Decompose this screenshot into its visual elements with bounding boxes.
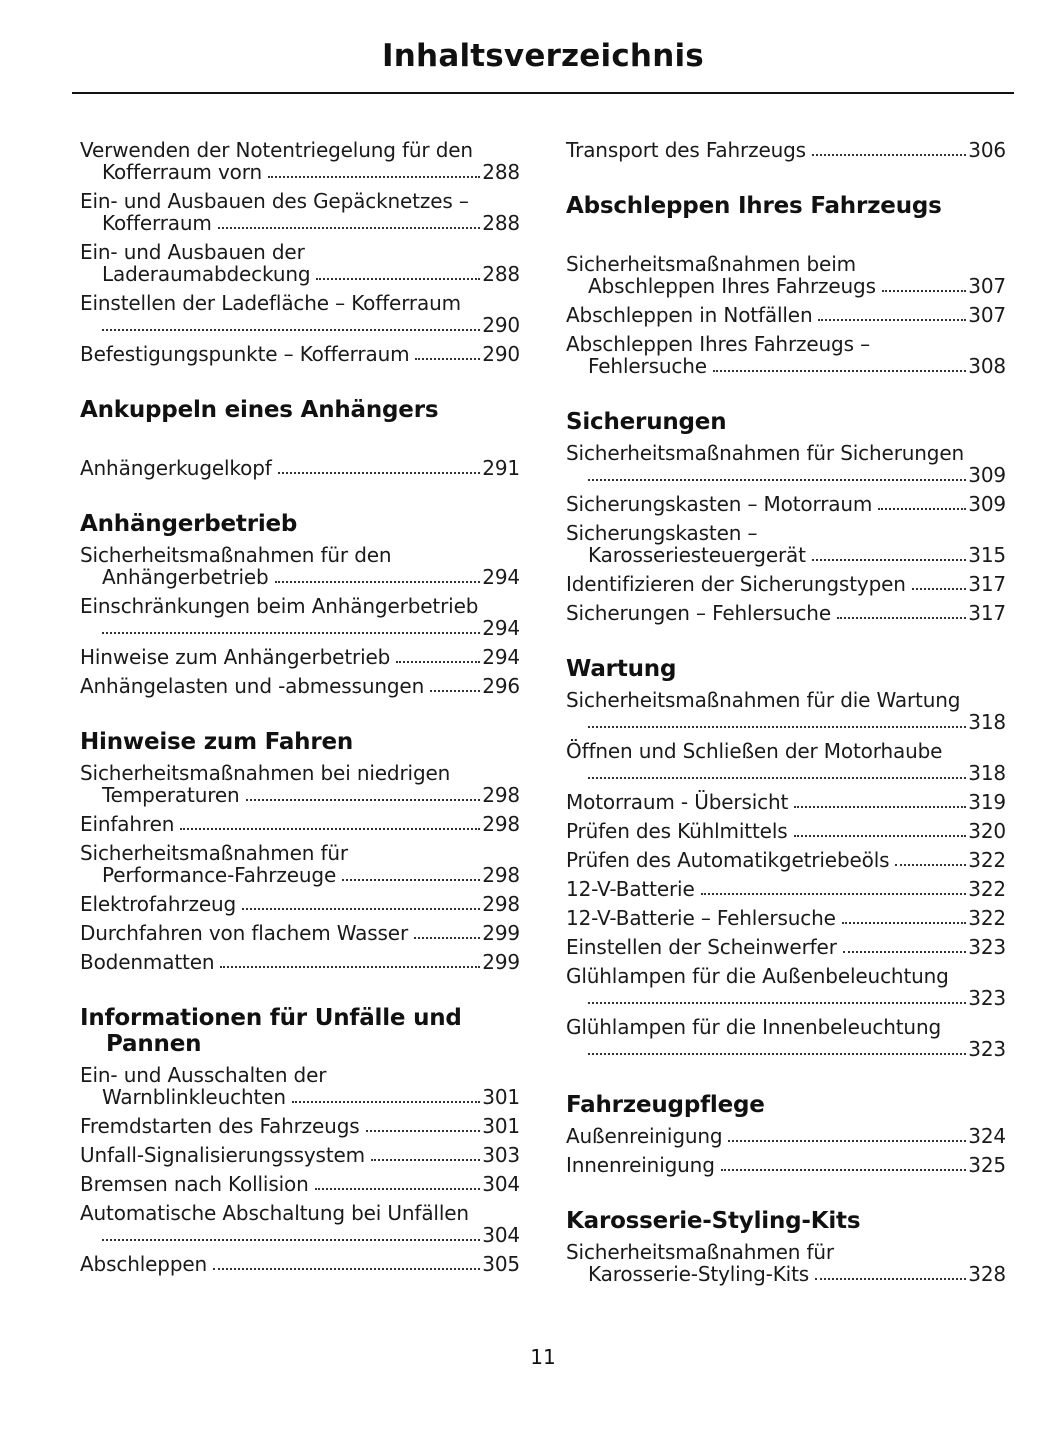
toc-entry[interactable] [566,573,1006,595]
dot-leader [794,822,967,838]
toc-entry-title: Karosseriesteuergerät [588,543,806,567]
toc-entry-title: Einfahren [80,812,175,836]
toc-entry-title: Sicherungen – Fehlersuche [566,601,831,625]
toc-entry-title-line1: Abschleppen Ihres Fahrzeugs – [566,332,870,356]
toc-entry[interactable] [566,820,1006,842]
toc-page-number: 299 [482,921,520,945]
toc-page-number: 305 [482,1252,520,1276]
toc-page-number: 304 [482,1223,520,1247]
toc-entry-title: Laderaumabdeckung [102,262,311,286]
toc-entry[interactable] [80,343,520,365]
dot-leader [882,277,966,293]
toc-entry-title: Abschleppen Ihres Fahrzeugs [588,274,876,298]
toc-page-number: 320 [968,819,1006,843]
toc-entry[interactable] [80,139,520,183]
section-heading[interactable]: Sicherungen [566,409,727,435]
toc-group [566,1241,1006,1285]
toc-page-number: 319 [968,790,1006,814]
toc-entry[interactable] [566,522,1006,566]
toc-entry-title: 12-V-Batterie – Fehlersuche [566,906,836,930]
toc-page-number: 298 [482,892,520,916]
toc-entry[interactable] [80,544,520,588]
toc-page-number: 318 [968,761,1006,785]
dot-leader [843,938,966,954]
toc-entry[interactable] [566,907,1006,929]
dot-leader [415,345,480,361]
toc-page-number: 303 [482,1143,520,1167]
dot-leader [588,466,966,482]
dot-leader [268,163,480,179]
toc-entry[interactable] [80,1115,520,1137]
toc-page-number: 309 [968,463,1006,487]
toc-entry-title-line1: Einschränkungen beim Anhängerbetrieb [80,594,479,618]
dot-leader [721,1156,967,1172]
toc-page-number: 315 [968,543,1006,567]
dot-leader [218,214,481,230]
toc-entry-title: Bremsen nach Kollision [80,1172,309,1196]
page-title: Inhaltsverzeichnis [382,38,704,74]
toc-page-number: 298 [482,812,520,836]
toc-page-number: 317 [968,572,1006,596]
toc-entry-title-line1: Sicherheitsmaßnahmen für die Wartung [566,688,961,712]
toc-entry-title: Sicherungskasten – Motorraum [566,492,873,516]
toc-page-number: 298 [482,783,520,807]
toc-page-number: 290 [482,313,520,337]
toc-entry[interactable] [566,1016,1006,1060]
dot-leader [912,575,966,591]
dot-leader [818,306,966,322]
toc-entry[interactable] [566,602,1006,624]
toc-entry-title: Durchfahren von flachem Wasser [80,921,409,945]
toc-entry-title: Temperaturen [102,783,240,807]
toc-entry-title: Fremdstarten des Fahrzeugs [80,1114,360,1138]
toc-entry-title-line1: Sicherungskasten – [566,521,758,545]
toc-page-number: 299 [482,950,520,974]
dot-leader [180,815,480,831]
toc-entry-title: Einstellen der Scheinwerfer [566,935,837,959]
toc-entry-title: Innenreinigung [566,1153,715,1177]
toc-entry-title: Fehlersuche [588,354,707,378]
toc-entry[interactable] [80,951,520,973]
toc-entry-title: 12-V-Batterie [566,877,695,901]
toc-column-right [566,139,1006,1285]
toc-entry-title: Befestigungspunkte – Kofferraum [80,342,410,366]
toc-group [80,1064,520,1275]
toc-entry[interactable] [80,842,520,886]
dot-leader [242,895,480,911]
toc-entry[interactable] [566,253,1006,297]
toc-page-number: 306 [968,138,1006,162]
toc-entry[interactable] [80,922,520,944]
toc-entry-title: Identifizieren der Sicherungstypen [566,572,906,596]
toc-entry[interactable] [566,139,1006,161]
toc-group [80,762,520,973]
toc-entry-title: Anhängerkugelkopf [80,456,272,480]
dot-leader [315,1175,481,1191]
dot-leader [342,866,480,882]
toc-entry[interactable] [80,813,520,835]
toc-entry[interactable] [566,791,1006,813]
dot-leader [895,851,966,867]
toc-entry-title: Hinweise zum Anhängerbetrieb [80,645,391,669]
dot-leader [430,677,480,693]
toc-entry[interactable] [566,1241,1006,1285]
toc-entry[interactable] [80,241,520,285]
toc-entry-title: Unfall-Signalisierungssystem [80,1143,366,1167]
toc-page-number: 322 [968,848,1006,872]
toc-entry-title: Prüfen des Kühlmittels [566,819,788,843]
toc-entry[interactable] [566,1154,1006,1176]
toc-entry-title-line1: Sicherheitsmaßnahmen für Sicherungen [566,441,965,465]
toc-group [566,139,1006,161]
toc-page-number: 294 [482,616,520,640]
toc-entry-title: Prüfen des Automatikgetriebeöls [566,848,890,872]
toc-entry[interactable] [566,493,1006,515]
toc-page-number: 290 [482,342,520,366]
dot-leader [588,989,966,1005]
toc-entry-title-line1: Einstellen der Ladefläche – Kofferraum [80,291,461,315]
toc-entry[interactable] [566,1125,1006,1147]
toc-entry-title: Kofferraum [102,211,212,235]
dot-leader [837,604,966,620]
dot-leader [102,316,480,332]
toc-entry-title-line1: Glühlampen für die Außenbeleuchtung [566,964,949,988]
toc-entry-title-line1: Glühlampen für die Innenbeleuchtung [566,1015,942,1039]
toc-entry-title-line1: Ein- und Ausbauen des Gepäcknetzes – [80,189,469,213]
dot-leader [396,648,480,664]
toc-entry[interactable] [566,965,1006,1009]
toc-page-number: 294 [482,645,520,669]
toc-page-number: 318 [968,710,1006,734]
toc-page-number: 307 [968,274,1006,298]
toc-entry[interactable] [80,1144,520,1166]
toc-entry[interactable] [80,646,520,668]
section-heading[interactable]: Karosserie-Styling-Kits [566,1208,861,1234]
section-heading[interactable]: Anhängerbetrieb [80,511,298,537]
toc-entry[interactable] [80,595,520,639]
dot-leader [414,924,480,940]
toc-page-number: 301 [482,1114,520,1138]
toc-entry[interactable] [80,457,520,479]
toc-column-left [80,139,520,1275]
toc-group [566,689,1006,1060]
section-heading-line2: Pannen [106,1031,202,1057]
dot-leader [815,1265,966,1281]
toc-group [566,1125,1006,1176]
toc-entry-title: Karosserie-Styling-Kits [588,1262,810,1286]
toc-entry[interactable] [566,936,1006,958]
toc-page-number: 301 [482,1085,520,1109]
section-heading[interactable]: Hinweise zum Fahren [80,729,354,755]
toc-entry[interactable] [566,740,1006,784]
toc-page-number: 296 [482,674,520,698]
dot-leader [246,786,481,802]
toc-entry[interactable] [80,1064,520,1108]
dot-leader [102,1226,480,1242]
dot-leader [878,495,966,511]
dot-leader [213,1255,480,1271]
dot-leader [371,1146,480,1162]
toc-entry[interactable] [566,333,1006,377]
toc-group [80,544,520,697]
toc-entry[interactable] [80,190,520,234]
toc-page-number: 325 [968,1153,1006,1177]
title-divider [72,92,1014,94]
toc-entry-title-line1: Öffnen und Schließen der Motorhaube [566,739,943,763]
toc-page-number: 324 [968,1124,1006,1148]
dot-leader [701,880,967,896]
dot-leader [728,1127,966,1143]
toc-entry[interactable] [80,675,520,697]
dot-leader [842,909,966,925]
toc-page-number: 323 [968,1037,1006,1061]
dot-leader [812,546,966,562]
section-heading[interactable]: Abschleppen Ihres Fahrzeugs [566,193,942,219]
toc-page-number: 309 [968,492,1006,516]
toc-entry-title: Außenreinigung [566,1124,723,1148]
toc-page-number: 317 [968,601,1006,625]
toc-group [80,457,520,479]
toc-entry-title: Abschleppen [80,1252,208,1276]
dot-leader [588,1040,966,1056]
toc-page-number: 307 [968,303,1006,327]
toc-entry-title: Bodenmatten [80,950,215,974]
dot-leader [366,1117,481,1133]
toc-entry[interactable] [566,689,1006,733]
toc-entry-title-line1: Sicherheitsmaßnahmen für den [80,543,392,567]
toc-entry-title-line1: Sicherheitsmaßnahmen für [566,1240,835,1264]
toc-entry[interactable] [566,849,1006,871]
page-number: 11 [530,1345,556,1369]
toc-page-number: 322 [968,877,1006,901]
toc-entry[interactable] [80,1173,520,1195]
toc-entry-title-line1: Sicherheitsmaßnahmen beim [566,252,856,276]
section-heading[interactable]: Ankuppeln eines Anhängers [80,397,439,423]
dot-leader [316,265,480,281]
toc-entry-title: Warnblinkleuchten [102,1085,286,1109]
toc-group [80,139,520,365]
dot-leader [278,459,481,475]
toc-page-number: 323 [968,986,1006,1010]
toc-page-number: 308 [968,354,1006,378]
toc-page-number: 323 [968,935,1006,959]
toc-entry[interactable] [566,442,1006,486]
toc-page-number: 291 [482,456,520,480]
toc-entry-title: Elektrofahrzeug [80,892,237,916]
toc-entry[interactable] [80,1202,520,1246]
dot-leader [292,1088,480,1104]
toc-page-number: 288 [482,262,520,286]
toc-entry-title: Abschleppen in Notfällen [566,303,813,327]
toc-entry[interactable] [80,1253,520,1275]
toc-page-number: 288 [482,211,520,235]
toc-entry-title-line1: Sicherheitsmaßnahmen bei niedrigen [80,761,451,785]
toc-page-number: 304 [482,1172,520,1196]
dot-leader [812,141,966,157]
dot-leader [275,568,481,584]
toc-group [566,442,1006,624]
toc-entry-title-line1: Ein- und Ausbauen der [80,240,305,264]
toc-entry-title: Anhängelasten und -abmessungen [80,674,425,698]
toc-entry-title: Motorraum - Übersicht [566,790,789,814]
toc-page-number: 288 [482,160,520,184]
section-heading[interactable] [80,1005,520,1057]
section-heading-line1: Informationen für Unfälle und [80,1005,462,1031]
dot-leader [588,764,966,780]
toc-page-number: 294 [482,565,520,589]
toc-entry[interactable] [566,304,1006,326]
toc-entry[interactable] [80,762,520,806]
section-heading[interactable]: Fahrzeugpflege [566,1092,765,1118]
section-heading[interactable]: Wartung [566,656,677,682]
dot-leader [220,953,480,969]
toc-entry-title: Performance-Fahrzeuge [102,863,337,887]
toc-entry-title: Anhängerbetrieb [102,565,269,589]
dot-leader [794,793,966,809]
toc-entry[interactable] [80,893,520,915]
toc-entry-title: Kofferraum vorn [102,160,262,184]
toc-entry-title-line1: Verwenden der Notentriegelung für den [80,138,473,162]
dot-leader [713,357,966,373]
toc-group [566,253,1006,377]
toc-entry-title-line1: Automatische Abschaltung bei Unfällen [80,1201,469,1225]
toc-page-number: 322 [968,906,1006,930]
toc-entry[interactable] [566,878,1006,900]
toc-entry[interactable] [80,292,520,336]
toc-entry-title-line1: Sicherheitsmaßnahmen für [80,841,349,865]
toc-page-number: 328 [968,1262,1006,1286]
dot-leader [102,619,480,635]
dot-leader [588,713,966,729]
toc-entry-title: Transport des Fahrzeugs [566,138,806,162]
toc-entry-title-line1: Ein- und Ausschalten der [80,1063,327,1087]
toc-page-number: 298 [482,863,520,887]
